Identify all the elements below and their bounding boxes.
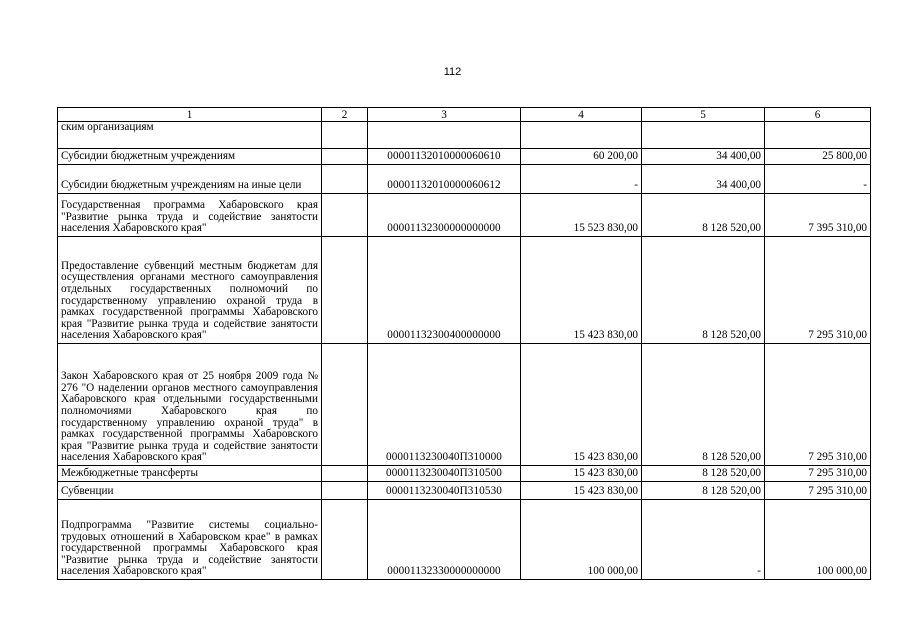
row-col2 (322, 194, 368, 237)
row-value-4 (521, 122, 642, 149)
table-row (58, 500, 871, 580)
row-name: Субсидии бюджетным учреждениям (58, 149, 322, 165)
table-row (58, 466, 871, 482)
row-value-6: 7 395 310,00 (765, 194, 871, 237)
row-value-4: 15 423 830,00 (521, 466, 642, 482)
row-code: 0000113230040П310530 (368, 482, 521, 500)
row-value-6: 7 295 310,00 (765, 344, 871, 466)
table-row (58, 122, 871, 149)
row-value-5: 8 128 520,00 (642, 194, 765, 237)
table-row (58, 165, 871, 194)
row-value-5: 8 128 520,00 (642, 466, 765, 482)
row-col2 (322, 344, 368, 466)
table-row (58, 194, 871, 237)
row-value-5: 34 400,00 (642, 149, 765, 165)
row-code: 00001132330000000000 (368, 500, 521, 580)
header-col-5: 5 (642, 108, 765, 122)
row-code: 00001132300400000000 (368, 237, 521, 344)
row-col2 (322, 165, 368, 194)
row-col2 (322, 237, 368, 344)
row-code: 0000113230040П310000 (368, 344, 521, 466)
row-name: Субвенции (58, 482, 322, 500)
row-col2 (322, 149, 368, 165)
row-value-6: - (765, 165, 871, 194)
row-value-6: 7 295 310,00 (765, 466, 871, 482)
row-value-4: 60 200,00 (521, 149, 642, 165)
row-name: Подпрограмма "Развитие системы социально-трудовых отношений в Хабаровском крае" в рамках государственной программы Хабаровского края "Развитие рынка труда и содействие занятости населения Хабаровского края" (58, 500, 322, 580)
row-code: 0000113230040П310500 (368, 466, 521, 482)
row-name: Закон Хабаровского края от 25 ноября 2009 года № 276 "О наделении органов местного самоуправления Хабаровского края отдельными государственными полномочиями Хабаровского края по государственному управлению охраной труда" в рамках государственной программы Хабаровского края "Развитие рынка труда и содействие занятости населения Хабаровского края" (58, 344, 322, 466)
header-col-2: 2 (322, 108, 368, 122)
row-value-4: 15 523 830,00 (521, 194, 642, 237)
row-value-4: 15 423 830,00 (521, 344, 642, 466)
row-value-6 (765, 122, 871, 149)
row-value-5: 34 400,00 (642, 165, 765, 194)
row-name: Субсидии бюджетным учреждениям на иные цели (58, 165, 322, 194)
row-value-4: 15 423 830,00 (521, 482, 642, 500)
table-header-row (58, 108, 871, 122)
row-value-6: 25 800,00 (765, 149, 871, 165)
budget-table (57, 107, 871, 580)
header-col-3: 3 (368, 108, 521, 122)
row-value-6: 7 295 310,00 (765, 237, 871, 344)
header-col-6: 6 (765, 108, 871, 122)
page-number: 112 (443, 66, 462, 78)
row-col2 (322, 466, 368, 482)
row-code (368, 122, 521, 149)
table-row (58, 344, 871, 466)
row-name: ским организациям (58, 122, 322, 149)
row-value-5: 8 128 520,00 (642, 237, 765, 344)
row-code: 00001132010000060612 (368, 165, 521, 194)
row-name: Предоставление субвенций местным бюджетам для осуществления органами местного самоуправления отдельных государственных полномочий по государственному управлению охраной труда в рамках государственной программы Хабаровского края "Развитие рынка труда и содействие занятости населения Хабаровского края" (58, 237, 322, 344)
row-col2 (322, 482, 368, 500)
header-col-1: 1 (58, 108, 322, 122)
row-code: 00001132010000060610 (368, 149, 521, 165)
row-value-5: 8 128 520,00 (642, 344, 765, 466)
row-value-4: 15 423 830,00 (521, 237, 642, 344)
row-value-4: - (521, 165, 642, 194)
row-code: 00001132300000000000 (368, 194, 521, 237)
table-row (58, 482, 871, 500)
row-col2 (322, 122, 368, 149)
row-value-5: 8 128 520,00 (642, 482, 765, 500)
row-value-6: 100 000,00 (765, 500, 871, 580)
row-value-5 (642, 122, 765, 149)
header-col-4: 4 (521, 108, 642, 122)
row-col2 (322, 500, 368, 580)
row-name: Межбюджетные трансферты (58, 466, 322, 482)
table-row (58, 237, 871, 344)
row-value-5: - (642, 500, 765, 580)
table-row (58, 149, 871, 165)
row-value-6: 7 295 310,00 (765, 482, 871, 500)
row-name: Государственная программа Хабаровского края "Развитие рынка труда и содействие занятости населения Хабаровского края" (58, 194, 322, 237)
row-value-4: 100 000,00 (521, 500, 642, 580)
